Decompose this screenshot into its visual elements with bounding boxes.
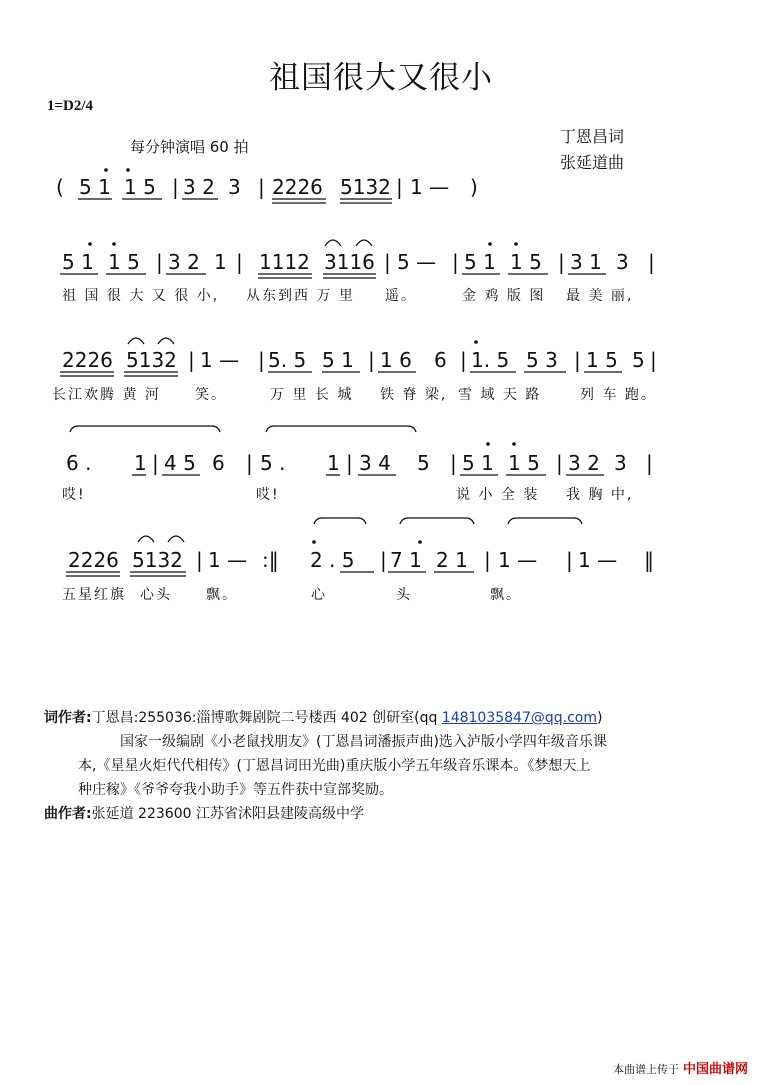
lyrics-line-1 bbox=[0, 285, 762, 307]
note-group: 6 . bbox=[66, 451, 92, 475]
barline: | bbox=[484, 548, 491, 572]
barline: | bbox=[556, 451, 563, 475]
repeat-sign: :‖ bbox=[262, 548, 279, 572]
barline: | bbox=[188, 348, 195, 372]
note-group: 5 1 bbox=[322, 348, 354, 372]
lyric: 铁 脊 梁, bbox=[380, 387, 448, 403]
barline: | bbox=[650, 348, 657, 372]
lyrics-line-2 bbox=[0, 384, 762, 406]
score-line-1 bbox=[0, 250, 762, 290]
author-notes bbox=[44, 706, 724, 826]
note: 6 bbox=[434, 348, 447, 372]
note-group: 3 2 bbox=[183, 175, 215, 199]
lyrics-line-4 bbox=[0, 584, 762, 606]
note-group: 1 5 bbox=[508, 451, 540, 475]
final-barline: ‖ bbox=[644, 548, 654, 572]
barline: | bbox=[258, 348, 265, 372]
barline: | bbox=[152, 451, 159, 475]
note-group: 2226 bbox=[62, 348, 113, 372]
site-logo[interactable]: 中国曲谱网 bbox=[682, 1062, 748, 1077]
score-line-2 bbox=[0, 348, 762, 388]
note-group: 3 4 bbox=[359, 451, 391, 475]
note-group: 1 5 bbox=[510, 250, 542, 274]
note-group: 1112 bbox=[259, 250, 310, 274]
lyric: 说 小 全 装 bbox=[456, 487, 540, 503]
note-group: 5 3 bbox=[526, 348, 558, 372]
lyric: 哎! bbox=[256, 487, 280, 503]
lyric: 遥。 bbox=[385, 288, 417, 304]
note: 3 bbox=[616, 250, 629, 274]
notes-line: 种庄稼》《爷爷夸我小助手》等五件获中宣部奖励。 bbox=[78, 782, 393, 798]
upload-footer bbox=[613, 1058, 748, 1077]
barline: | bbox=[396, 175, 403, 199]
lyric: 心 bbox=[311, 587, 327, 603]
note: 3 bbox=[228, 175, 241, 199]
lyric: 列 车 跑。 bbox=[580, 387, 657, 403]
note-group: 1 5 bbox=[586, 348, 618, 372]
note-group: 7 1 bbox=[390, 548, 422, 572]
note-group: 5132 bbox=[132, 548, 183, 572]
lyric: 最 美 丽, bbox=[566, 288, 634, 304]
note-group: 2 . 5 bbox=[310, 548, 355, 572]
barline: | bbox=[566, 548, 573, 572]
barline: | bbox=[648, 250, 655, 274]
composer-label: 曲作者: bbox=[44, 806, 92, 822]
barline: | bbox=[452, 250, 459, 274]
note: 1 bbox=[327, 451, 340, 475]
barline: | bbox=[172, 175, 179, 199]
note-group: 2 1 bbox=[436, 548, 468, 572]
key-signature: 1=D2/4 bbox=[47, 98, 94, 114]
note-group: 2226 bbox=[68, 548, 119, 572]
footer-text: 本曲谱上传于 bbox=[612, 1063, 679, 1076]
barline: | bbox=[236, 250, 243, 274]
note: 1 bbox=[134, 451, 147, 475]
tempo-marking: 每分钟演唱 60 拍 bbox=[130, 138, 249, 156]
note: 3 bbox=[614, 451, 627, 475]
note-group: 1 — bbox=[410, 175, 450, 199]
note-group: 5 . bbox=[260, 451, 286, 475]
note-group: 1. 5 bbox=[471, 348, 510, 372]
lyric: 万 里 长 城 bbox=[270, 387, 354, 403]
lyric: 金 鸡 版 图 bbox=[462, 288, 546, 304]
lyricist-credit: 丁恩昌词 bbox=[560, 127, 625, 146]
note-group: 5 1 bbox=[79, 175, 111, 199]
lyric: 哎! bbox=[62, 487, 86, 503]
barline: | bbox=[258, 175, 265, 199]
composer-info bbox=[44, 802, 724, 826]
note-group: 3116 bbox=[324, 250, 375, 274]
lyricist-label: 词作者: bbox=[44, 710, 92, 726]
lyricist-address: 丁恩昌:255036:淄博歌舞剧院二号楼西 402 创研室(qq bbox=[91, 710, 442, 726]
barline: | bbox=[246, 451, 253, 475]
barline: | bbox=[380, 548, 387, 572]
note-group: 1 — bbox=[208, 548, 248, 572]
lyric: 祖 国 很 大 又 很 小, bbox=[62, 288, 220, 304]
note: 5 bbox=[417, 451, 430, 475]
lyricist-email-link[interactable]: 1481035847@qq.com bbox=[441, 710, 597, 726]
barline: | bbox=[196, 548, 203, 572]
notes-line: 国家一级编剧《小老鼠找朋友》(丁恩昌词潘振声曲)选入泸版小学四年级音乐课 bbox=[120, 734, 607, 750]
note-group: 5. 5 bbox=[268, 348, 307, 372]
lyric: 从东到西 万 里 bbox=[246, 288, 355, 304]
barline: | bbox=[558, 250, 565, 274]
close-paren: ) bbox=[470, 175, 478, 199]
barline: | bbox=[460, 348, 467, 372]
composer-credit: 张延道曲 bbox=[560, 153, 625, 172]
note-group: 5 1 bbox=[62, 250, 94, 274]
note-group: 5 — bbox=[397, 250, 437, 274]
note-group: 1 6 bbox=[380, 348, 412, 372]
note-group: 5132 bbox=[340, 175, 391, 199]
lyrics-line-3 bbox=[0, 484, 762, 506]
barline: | bbox=[646, 451, 653, 475]
lyric: 飘。 bbox=[206, 587, 238, 603]
barline: | bbox=[574, 348, 581, 372]
lyric: 雪 域 天 路 bbox=[458, 387, 542, 403]
barline: | bbox=[450, 451, 457, 475]
note-group: 5 1 bbox=[464, 250, 496, 274]
note-group: 3 2 bbox=[168, 250, 200, 274]
note: 6 bbox=[212, 451, 225, 475]
lyric: 笑。 bbox=[195, 387, 227, 403]
barline: | bbox=[346, 451, 353, 475]
lyric: 飘。 bbox=[490, 587, 522, 603]
note-group: 3 2 bbox=[568, 451, 600, 475]
note-group: 1 — bbox=[578, 548, 618, 572]
composer-address: 张延道 223600 江苏省沭阳县建陵高级中学 bbox=[91, 806, 364, 822]
note-group: 1 — bbox=[200, 348, 240, 372]
lyric: 长江欢腾 黄 河 bbox=[52, 387, 161, 403]
note-group: 5132 bbox=[126, 348, 177, 372]
score-line-intro bbox=[0, 175, 762, 215]
score-title: 祖国很大又很小 bbox=[269, 60, 493, 96]
barline: | bbox=[156, 250, 163, 274]
score-line-4 bbox=[0, 548, 762, 588]
note-group: 5 1 bbox=[462, 451, 494, 475]
note-group: 1 — bbox=[498, 548, 538, 572]
lyric: 我 胸 中, bbox=[566, 487, 634, 503]
note-group: 1 5 bbox=[108, 250, 140, 274]
note-group: 1 5 bbox=[124, 175, 156, 199]
closing-paren: ) bbox=[597, 710, 603, 726]
note: 5 bbox=[632, 348, 645, 372]
lyric: 心头 bbox=[140, 587, 172, 603]
open-paren: ( bbox=[56, 175, 64, 199]
barline: | bbox=[384, 250, 391, 274]
lyric: 五星红旗 bbox=[62, 587, 126, 603]
lyricist-info bbox=[44, 706, 724, 730]
note-group: 3 1 bbox=[570, 250, 602, 274]
lyric: 头 bbox=[396, 587, 412, 603]
barline: | bbox=[368, 348, 375, 372]
note-group: 4 5 bbox=[164, 451, 196, 475]
note: 1 bbox=[214, 250, 227, 274]
note-group: 2226 bbox=[272, 175, 323, 199]
notes-line: 本,《星星火炬代代相传》(丁恩昌词田光曲)重庆版小学五年级音乐课本。《梦想天上 bbox=[78, 758, 591, 774]
